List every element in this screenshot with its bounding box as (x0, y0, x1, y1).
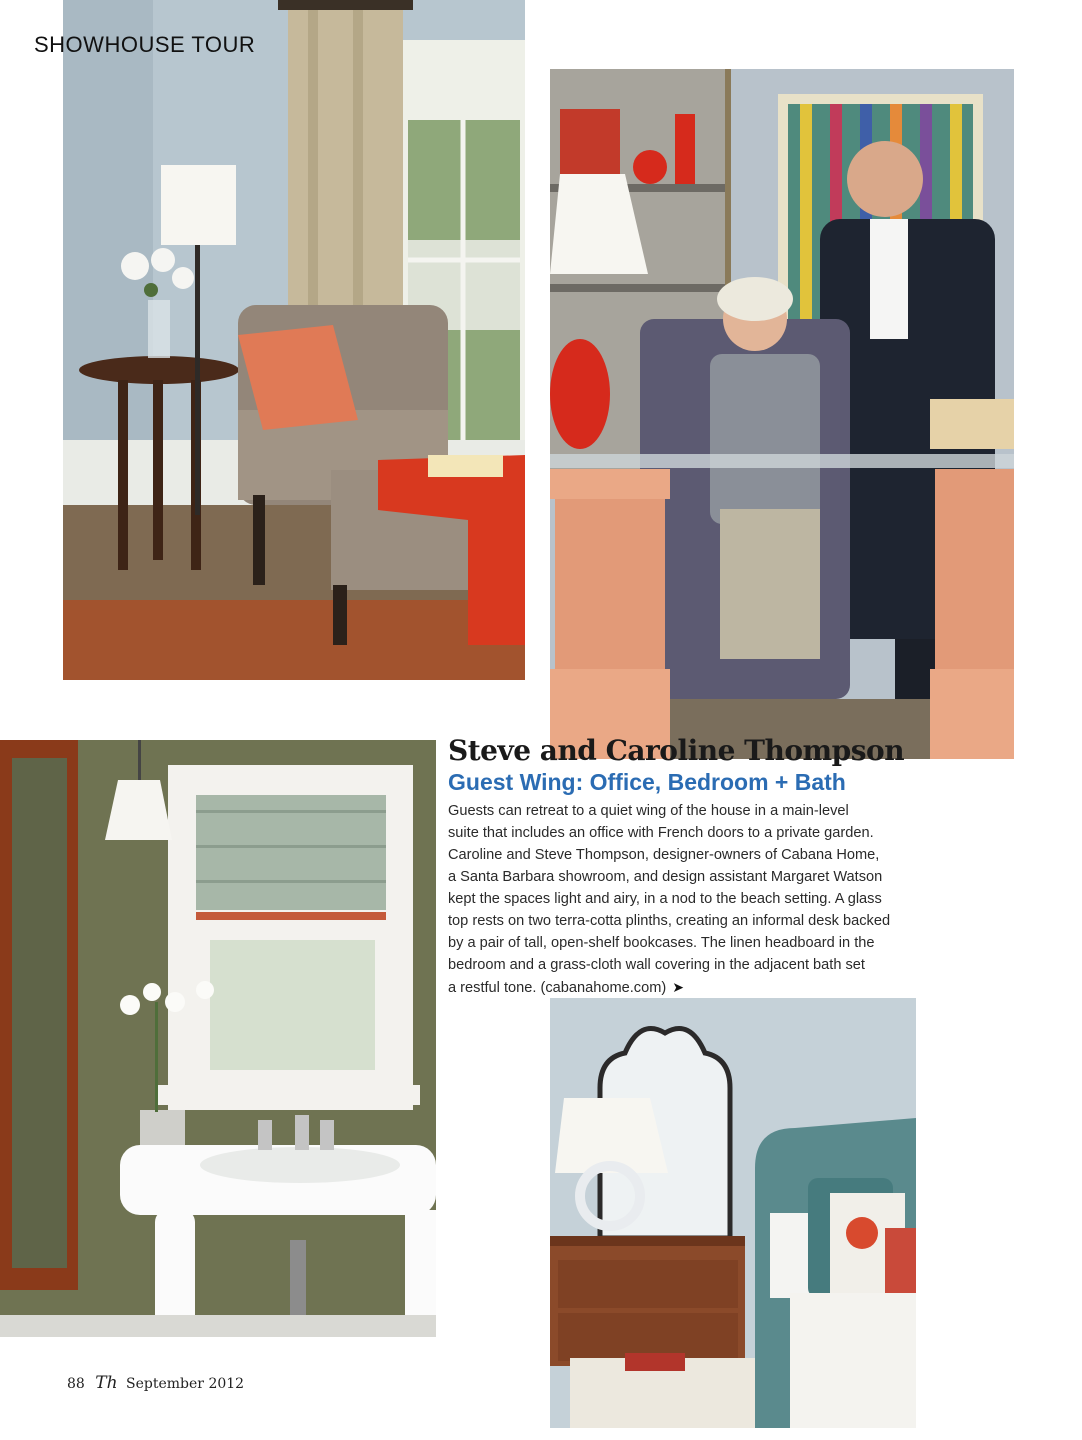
magazine-logo: Th (95, 1373, 118, 1393)
article (448, 734, 918, 999)
body-line: a Santa Barbara showroom, and design assistant Margaret Watson (448, 869, 883, 885)
page-folio (67, 1373, 244, 1393)
article-body (448, 800, 908, 999)
article-title: Steve and Caroline Thompson (448, 734, 905, 767)
body-line: top rests on two terra-cotta plinths, creating an informal desk backed (448, 913, 891, 929)
body-line: Guests can retreat to a quiet wing of the house in a main-level (448, 803, 849, 819)
photo-bedroom (550, 998, 916, 1428)
article-subtitle: Guest Wing: Office, Bedroom + Bath (448, 769, 846, 795)
body-line: kept the spaces light and airy, in a nod to the beach setting. A glass (448, 891, 882, 907)
photo-sitting-room (63, 0, 525, 680)
body-line-text: a restful tone. (cabanahome.com) (448, 980, 667, 996)
photo-designers-office (550, 69, 1014, 759)
body-line: Caroline and Steve Thompson, designer-owners of Cabana Home, (448, 847, 880, 863)
body-line: by a pair of tall, open-shelf bookcases. The linen headboard in the (448, 935, 875, 951)
photo-bathroom (0, 740, 436, 1337)
page-number: 88 (67, 1376, 85, 1392)
issue-date: September 2012 (126, 1376, 245, 1392)
body-line: suite that includes an office with French doors to a private garden. (448, 825, 874, 841)
body-line-last (448, 976, 908, 999)
continue-arrow-icon: ➤ (672, 979, 684, 995)
body-line: bedroom and a grass-cloth wall covering in the adjacent bath set (448, 957, 865, 973)
section-label: SHOWHOUSE TOUR (34, 32, 256, 57)
